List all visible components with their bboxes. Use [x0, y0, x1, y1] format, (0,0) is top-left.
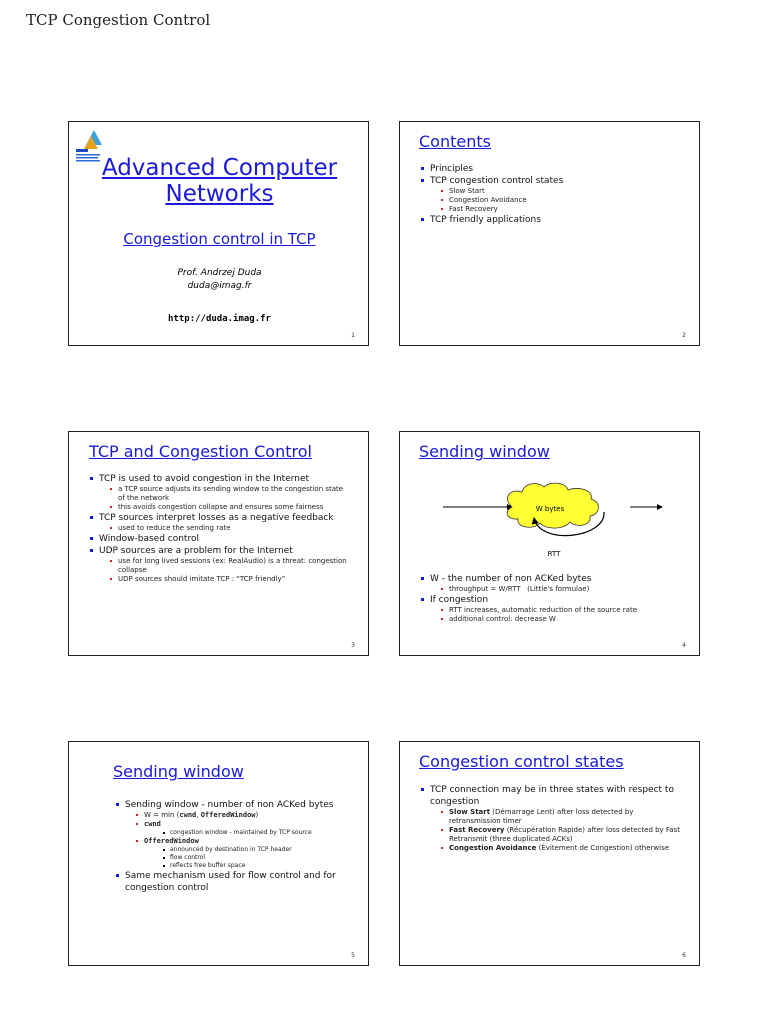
slide-number: 3: [351, 642, 355, 649]
sub-list-item: UDP sources should imitate TCP : “TCP friendly”: [99, 575, 349, 584]
sub-list-item: Fast Recovery: [430, 205, 688, 214]
sub-list-item: OfferedWindow announced by destination in TCP header flow control reflects free buffer space: [125, 837, 353, 870]
page-header: TCP Congestion Control: [26, 11, 211, 29]
slide-title: Sending window: [419, 442, 550, 461]
slide-6: [399, 741, 700, 966]
sub-list-item: used to reduce the sending rate: [99, 524, 349, 533]
slide-title-line-1: Advanced Computer: [101, 155, 338, 181]
sub-list-item: RTT increases, automatic reduction of the source rate: [430, 606, 683, 615]
sub-list-item: cwnd congestion window - maintained by TCP source: [125, 820, 353, 837]
slide-number: 1: [351, 332, 355, 339]
slide-number: 5: [351, 952, 355, 959]
bullet-list: [87, 473, 349, 584]
sub-sub-list-item: flow control: [144, 854, 353, 862]
list-item: If congestion RTT increases, automatic reduction of the source rate additional control: decrease W: [418, 594, 683, 624]
author-url: http://duda.imag.fr: [168, 314, 271, 324]
bullet-list: [418, 163, 688, 226]
sub-list-item: use for long lived sessions (ex: RealAudio) is a threat: congestion collapse: [99, 557, 349, 575]
slide-subtitle: Congestion control in TCP: [123, 230, 316, 248]
bullet-list: [418, 784, 680, 853]
list-item: TCP connection may be in three states with respect to congestion Slow Start (Démarrage Lent) after loss detected by retransmission timer Fast Recovery (Récupération Rapide) after loss detected by Fast Retransmit (three duplicated ACKs) Congestion Avoidance (Évitement de Congestion) otherwise: [418, 784, 680, 853]
list-item: Same mechanism used for flow control and for congestion control: [113, 870, 353, 894]
list-item: UDP sources are a problem for the Internet use for long lived sessions (ex: RealAudio) is a threat: congestion collapse UDP sources should imitate TCP : “TCP friendly”: [87, 545, 349, 584]
list-item: TCP congestion control states Slow Start Congestion Avoidance Fast Recovery: [418, 175, 688, 214]
slide-number: 4: [682, 642, 686, 649]
sub-sub-list-item: reflects free buffer space: [144, 862, 353, 870]
bullet-list: [418, 573, 683, 624]
slide-title: Contents: [419, 132, 491, 151]
sub-sub-list-item: announced by destination in TCP header: [144, 846, 353, 854]
sub-list-item: a TCP source adjusts its sending window to the congestion state of the network: [99, 485, 349, 503]
sending-window-diagram: [440, 482, 670, 562]
list-item: TCP is used to avoid congestion in the Internet a TCP source adjusts its sending window to the congestion state of the network this avoids congestion collapse and ensures some fairness: [87, 473, 349, 512]
bullet-list: [113, 799, 353, 894]
list-item: Window-based control: [87, 533, 349, 545]
slide-number: 6: [682, 952, 686, 959]
sub-list-item: Congestion Avoidance: [430, 196, 688, 205]
sub-list-item: W = min (cwnd, OfferedWindow): [125, 811, 353, 820]
list-item: TCP sources interpret losses as a negative feedback used to reduce the sending rate: [87, 512, 349, 533]
list-item: Sending window - number of non ACKed bytes W = min (cwnd, OfferedWindow) cwnd congestion window - maintained by TCP source OfferedWindow announced by destination in TCP header flow control reflects free buffer space: [113, 799, 353, 870]
list-item: Principles: [418, 163, 688, 175]
slide-5: [68, 741, 369, 966]
sub-list-item: throughput = W/RTT (Little's formulae): [430, 585, 683, 594]
sub-list-item: Slow Start (Démarrage Lent) after loss detected by retransmission timer: [430, 808, 680, 826]
author-name: Prof. Andrzej Duda: [177, 268, 262, 278]
list-item: TCP friendly applications: [418, 214, 688, 226]
slide-title: Sending window: [113, 762, 244, 781]
slide-title-line-2: Networks: [165, 181, 274, 207]
sub-list-item: Fast Recovery (Récupération Rapide) after loss detected by Fast Retransmit (three duplicated ACKs): [430, 826, 680, 844]
slide-title: TCP and Congestion Control: [89, 442, 312, 461]
rtt-label: RTT: [547, 550, 561, 558]
slide-2: [399, 121, 700, 346]
author-email: duda@imag.fr: [187, 281, 252, 291]
cloud-label: W bytes: [535, 505, 565, 513]
slide-title: Congestion control states: [419, 752, 624, 771]
slide-3: [68, 431, 369, 656]
slide-number: 2: [682, 332, 686, 339]
list-item: W - the number of non ACKed bytes throughput = W/RTT (Little's formulae): [418, 573, 683, 594]
sub-sub-list-item: congestion window - maintained by TCP source: [144, 829, 353, 837]
slide-1: [68, 121, 369, 346]
sub-list-item: this avoids congestion collapse and ensures some fairness: [99, 503, 349, 512]
slide-4: [399, 431, 700, 656]
sub-list-item: additional control: decrease W: [430, 615, 683, 624]
sub-list-item: Congestion Avoidance (Évitement de Congestion) otherwise: [430, 844, 680, 853]
sub-list-item: Slow Start: [430, 187, 688, 196]
